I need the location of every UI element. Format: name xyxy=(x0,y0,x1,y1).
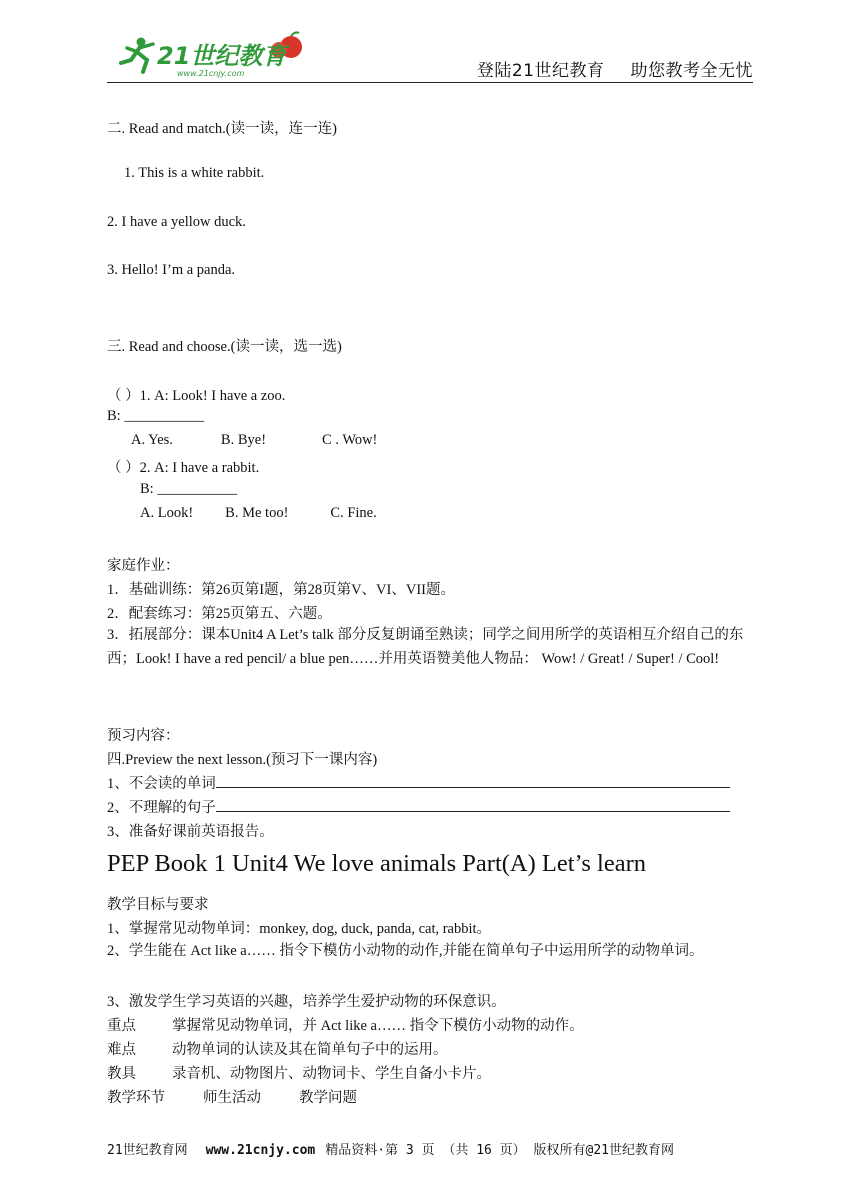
homework-item-2: 2．配套练习：第25页第五、六题。 xyxy=(107,606,332,622)
blank-line xyxy=(216,773,730,788)
logo-text: 21世纪教育 xyxy=(157,42,287,70)
page-footer xyxy=(107,1139,674,1158)
homework-item-3: 3．拓展部分：课本Unit4 A Let’s talk 部分反复朗诵至熟读；同学之间用所学的英语相互介绍自己的东西；Look! I have a red pencil/ a blue pen……并用英语赞美他人物品： Wow! / Great! / Super! / Cool! xyxy=(107,627,744,667)
section3-heading: 三. Read and choose.(读一读，选一选) xyxy=(107,339,342,355)
header-slogan xyxy=(477,56,753,81)
option-c: C . Wow! xyxy=(322,432,378,448)
goal-3: 3、激发学生学习英语的兴趣，培养学生爱护动物的环保意识。 xyxy=(107,994,506,1010)
runner-icon xyxy=(121,38,153,73)
goal-2: 2、学生能在 Act like a…… 指令下模仿小动物的动作,并能在简单句子中运用所学的动物单词。 xyxy=(107,943,704,959)
footer-left: 21世纪教育网 xyxy=(107,1143,188,1158)
match-item-1: 1. This is a white rabbit. xyxy=(124,165,265,181)
footer-right: 精品资料·第 3 页 （共 16 页） 版权所有@21世纪教育网 xyxy=(325,1143,674,1158)
question-2-options xyxy=(140,505,377,522)
preview-item-1: 1、不会读的单词 xyxy=(107,772,730,793)
page-header xyxy=(107,30,753,83)
difficult-text: 动物单词的认读及其在简单句子中的运用。 xyxy=(172,1042,448,1058)
match-item-2: 2. I have a yellow duck. xyxy=(107,214,246,230)
logo-url: www.21cnjy.com xyxy=(177,69,245,78)
key-label: 重点 xyxy=(107,1018,136,1034)
option-c: C. Fine. xyxy=(330,505,377,521)
question-1: （ ）1. A: Look! I have a zoo. xyxy=(107,388,286,404)
preview-item-2: 2、不理解的句子 xyxy=(107,796,730,817)
homework-title: 家庭作业： xyxy=(107,558,180,574)
slogan-right: 助您教考全无忧 xyxy=(630,61,753,81)
slogan-left: 登陆21世纪教育 xyxy=(476,61,605,81)
option-a: A. Look! xyxy=(140,505,194,521)
question-2: （ ）2. A: I have a rabbit. xyxy=(107,460,260,476)
table-header-row xyxy=(107,1086,357,1107)
goal-1: 1、掌握常见动物单词：monkey, dog, duck, panda, cat, rabbit。 xyxy=(107,921,492,937)
key-point xyxy=(107,1014,584,1035)
preview-title: 预习内容： xyxy=(107,728,180,744)
goals-title: 教学目标与要求 xyxy=(107,897,209,913)
homework-item-1: 1．基础训练：第26页第I题，第28页第V、VI、VII题。 xyxy=(107,582,455,598)
table-col-1: 教学环节 xyxy=(107,1090,165,1106)
tools-text: 录音机、动物图片、动物词卡、学生自备小卡片。 xyxy=(172,1066,491,1082)
option-a: A. Yes. xyxy=(131,432,173,448)
question-1-answer-line: B: ___________ xyxy=(107,408,205,424)
lesson-title: PEP Book 1 Unit4 We love animals Part(A) Let’s learn xyxy=(107,850,646,877)
section2-heading: 二. Read and match.(读一读，连一连) xyxy=(107,121,337,137)
footer-site: www.21cnjy.com xyxy=(205,1143,316,1158)
option-b: B. Me too! xyxy=(225,505,289,521)
site-logo xyxy=(113,30,313,80)
teaching-tools xyxy=(107,1062,491,1083)
table-col-2: 师生活动 xyxy=(203,1090,261,1106)
option-b: B. Bye! xyxy=(220,432,267,448)
question-2-answer-line: B: ___________ xyxy=(140,481,238,497)
key-text: 掌握常见动物单词，并 Act like a…… 指令下模仿小动物的动作。 xyxy=(172,1018,584,1034)
match-item-3: 3. Hello! I’m a panda. xyxy=(107,262,236,278)
table-col-3: 教学问题 xyxy=(299,1090,357,1106)
blank-line xyxy=(216,797,730,812)
preview-item-3: 3、准备好课前英语报告。 xyxy=(107,824,274,840)
question-1-options xyxy=(131,432,377,449)
preview-heading: 四.Preview the next lesson.(预习下一课内容) xyxy=(107,752,378,768)
difficult-point xyxy=(107,1038,448,1059)
tools-label: 教具 xyxy=(107,1066,136,1082)
difficult-label: 难点 xyxy=(107,1042,136,1058)
